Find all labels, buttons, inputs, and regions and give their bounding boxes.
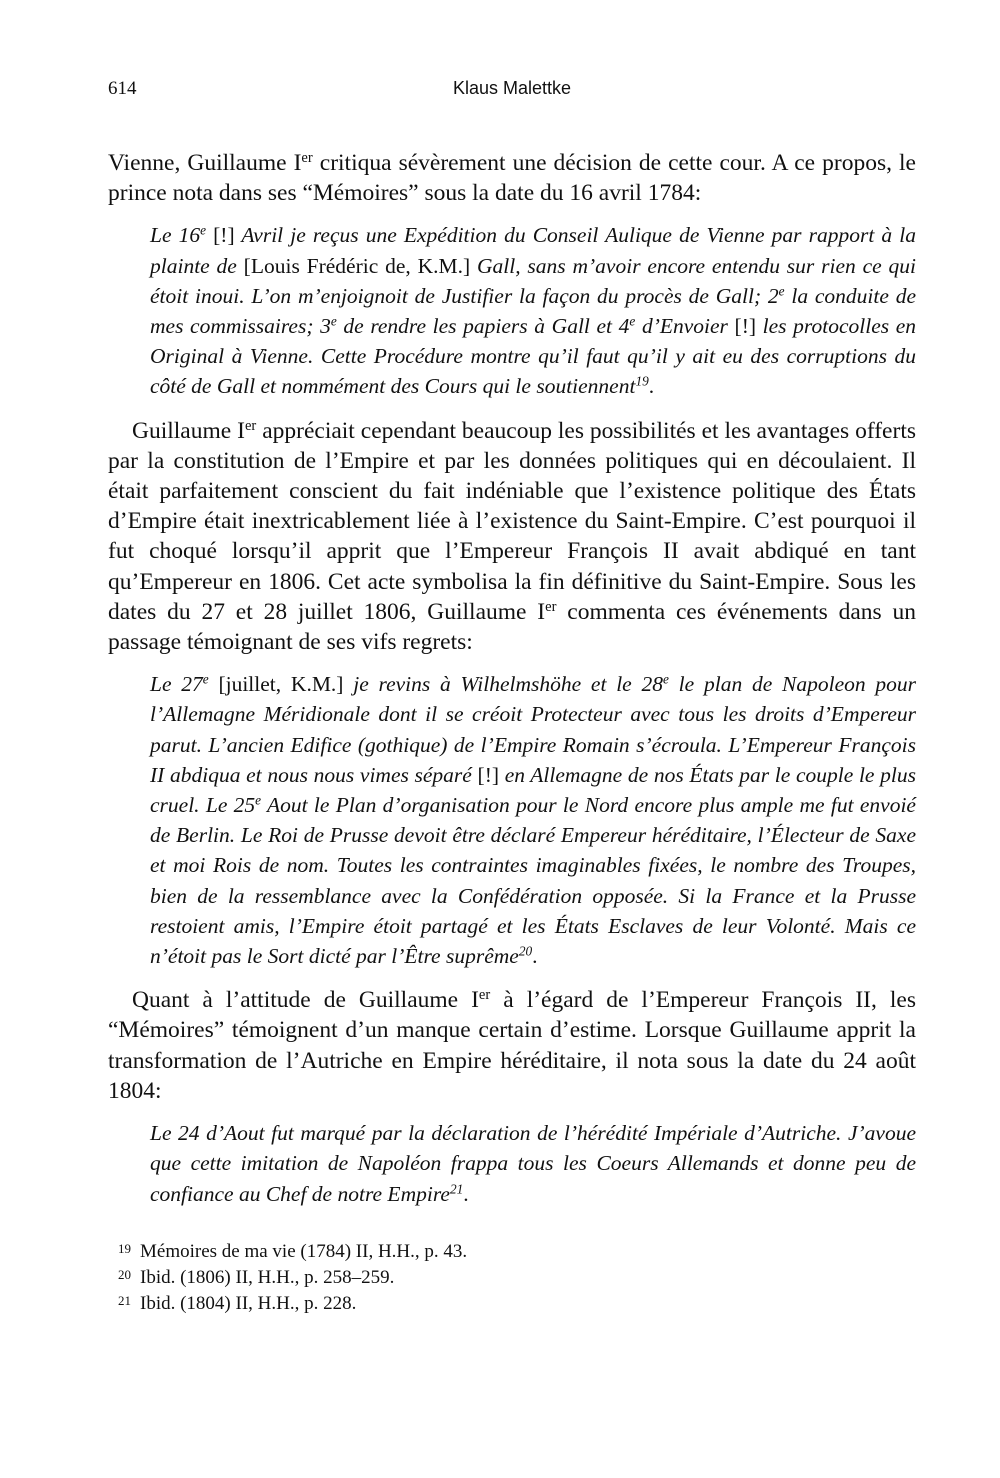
footnote-number: 20 xyxy=(118,1266,131,1282)
block-quote-2: Le 27e [juillet, K.M.] je revins à Wilhelmshöhe et le 28e le plan de Napoleon pour l’Allemagne Méridionale dont il se créoit Protecteur avec tous les droits d’Empereur parut. L’ancien Edifice (gothique) de l’Empire Romain s’écroula. L’Empereur François II abdiqua et nous nous vimes séparé [!] en Allemagne de nos États par le couple le plus cruel. Le 25e Aout le Plan d’organisation pour le Nord encore plus ample me fut envoié de Berlin. Le Roi de Prusse devoit être déclaré Empereur héréditaire, l’Électeur de Saxe et moi Rois de nom. Toutes les contraintes imaginables fixées, le nombre des Troupes, bien de la ressemblance avec la Confédération opposée. Si la France et la Prusse restoient amis, l’Empire étoit partagé et les États Esclaves de leur Volonté. Mais ce n’étoit pas le Sort dicté par l’Être suprême$^{20}$. xyxy=(150,671,917,969)
block-quote-3: Le 24 d’Aout fut marqué par la déclaration de l’hérédité Impériale d’Autriche. J’avoue que cette imitation de Napoléon frappa tous les Coeurs Allemands et donne peu de confiance au Chef de notre Empire$^{21}$. xyxy=(150,1121,916,1206)
footnote-text: Ibid. (1806) II, H.H., p. 258–259. xyxy=(140,1266,395,1288)
footnote-number: 19 xyxy=(118,1240,131,1256)
footnote-text: Mémoires de ma vie (1784) II, H.H., p. 43. xyxy=(140,1240,468,1262)
footnote-21 xyxy=(108,1291,916,1317)
paragraph-2: Guillaume Ier appréciait cependant beaucoup les possibilités et les avantages offerts par la constitution de l’Empire et par les données politiques qui en découlaient. Il était parfaitement conscient du fait indéniable que l’existence politique des États d’Empire était inextricablement liée à l’existence du Saint-Empire. C’est pourquoi il fut choqué lorsqu’il apprit que l’Empereur François II avait abdiqué en tant qu’Empereur en 1806. Cet acte symbolisa la fin définitive du Saint-Empire. Sous les dates du 27 et 28 juillet 1806, Guillaume Ier commenta ces événements dans un passage témoignant de ses vifs regrets: xyxy=(108,417,916,656)
footnote-ref-20[interactable]: 20 xyxy=(518,943,533,959)
running-head xyxy=(108,78,916,112)
paragraph-1: Vienne, Guillaume Ier critiqua sévèrement une décision de cette cour. A ce propos, le prince nota dans ses “Mémoires” sous la date du 16 avril 1784: xyxy=(108,150,916,207)
ordinal-superscript: er xyxy=(301,150,313,166)
block-quote-1: Le 16e [!] Avril je reçus une Expédition du Conseil Aulique de Vienne par rapport à la plainte de [Louis Frédéric de, K.M.] Gall, sans m’avoir encore entendu sur rien ce qui étoit inoui. L’on m’enjoignoit de Justifier la façon du procès de Gall; 2e la conduite de mes commissaires; 3e de rendre les papiers à Gall et 4e d’Envoier [!] les protocolles en Original à Vienne. Cette Procédure montre qu’il faut qu’il y ait eu des corruptions du côté de Gall et nommément des Cours qui le soutiennent$^{19}$. xyxy=(150,223,917,399)
footnote-20 xyxy=(108,1265,916,1291)
footnote-19 xyxy=(108,1239,916,1265)
footnotes xyxy=(108,1239,916,1317)
footnote-ref-21[interactable]: 21 xyxy=(449,1181,464,1197)
paragraph-3: Quant à l’attitude de Guillaume Ier à l’égard de l’Empereur François II, les “Mémoires” témoignent d’un manque certain d’estime. Lorsque Guillaume apprit la transformation de l’Autriche en Empire héréditaire, il nota sous la date du 24 août 1804: xyxy=(108,987,916,1104)
footnote-text: Ibid. (1804) II, H.H., p. 228. xyxy=(140,1292,357,1314)
footnote-ref-19[interactable]: 19 xyxy=(635,374,649,390)
book-page xyxy=(108,78,916,1317)
running-head-author: Klaus Malettke xyxy=(452,78,572,98)
page-number: 614 xyxy=(108,78,137,99)
footnote-number: 21 xyxy=(118,1292,131,1308)
